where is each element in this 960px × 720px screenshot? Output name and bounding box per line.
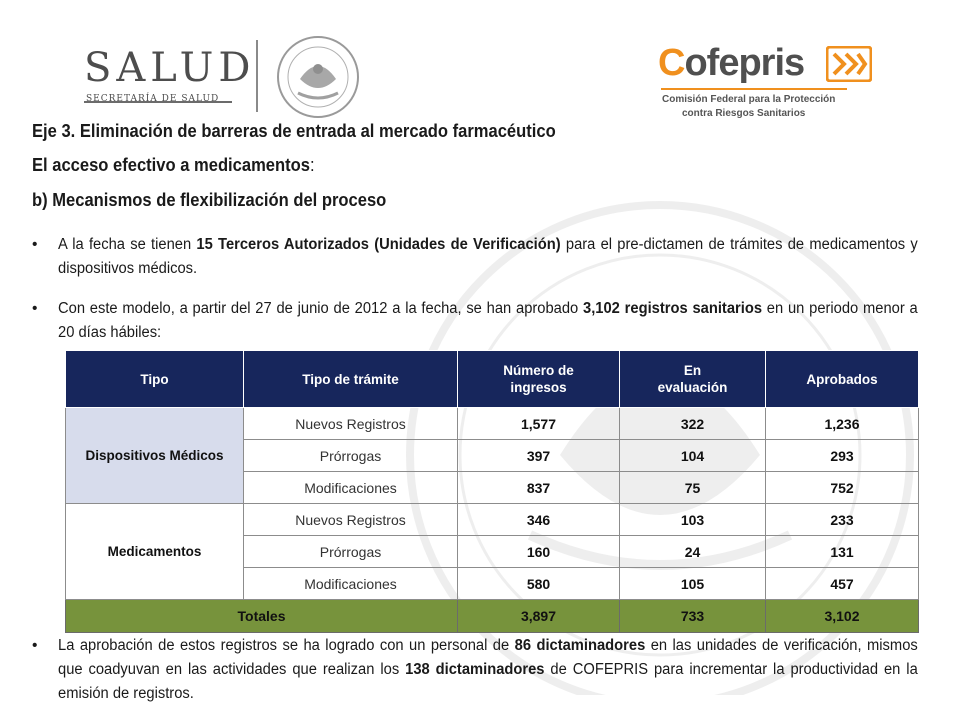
cell-tramite: Nuevos Registros bbox=[244, 408, 458, 440]
bullet-bold: 15 Terceros Autorizados (Unidades de Verificación) bbox=[196, 236, 561, 253]
bullet-text: en las unidades de verificación, mismos que coadyuvan en las actividades que realizan los bbox=[58, 637, 918, 678]
cell-evaluacion: 103 bbox=[620, 504, 766, 536]
col-header-evaluacion bbox=[620, 351, 766, 408]
logo-divider bbox=[256, 40, 258, 112]
national-seal-icon bbox=[272, 35, 364, 119]
bullet-text: Con este modelo, a partir del 27 de junio de 2012 a la fecha, se han aprobado bbox=[58, 300, 584, 317]
cofepris-tagline-1: Comisión Federal para la Protección bbox=[662, 94, 836, 105]
cofepris-tagline-2: contra Riesgos Sanitarios bbox=[682, 108, 806, 119]
cell-tramite: Modificaciones bbox=[244, 472, 458, 504]
heading-acceso-colon: : bbox=[309, 155, 315, 175]
heading-acceso bbox=[32, 155, 315, 176]
cell-aprobados: 752 bbox=[766, 472, 919, 504]
bullet-text: de COFEPRIS para incrementar la productividad en la emisión de registros. bbox=[58, 661, 918, 702]
bullet-bold: 86 dictaminadores bbox=[514, 637, 646, 654]
heading-acceso-bold: El acceso efectivo a medicamentos bbox=[32, 155, 310, 175]
cell-ingresos: 160 bbox=[458, 536, 620, 568]
bullet-bold: 3,102 registros sanitarios bbox=[583, 300, 763, 317]
col-header-aprobados: Aprobados bbox=[766, 351, 919, 408]
cell-aprobados: 131 bbox=[766, 536, 919, 568]
salud-logo-subtitle: SECRETARÍA DE SALUD bbox=[86, 94, 220, 104]
heading-mecanismos: b) Mecanismos de flexibilización del proceso bbox=[32, 190, 387, 210]
totals-evaluacion: 733 bbox=[620, 600, 766, 633]
salud-logo-name: SALUD bbox=[84, 45, 256, 91]
bullet-text: para el pre-dictamen de trámites de medicamentos y dispositivos médicos. bbox=[58, 236, 918, 277]
group-medicamentos: Medicamentos bbox=[66, 504, 244, 600]
cell-evaluacion: 105 bbox=[620, 568, 766, 600]
totals-ingresos: 3,897 bbox=[458, 600, 620, 633]
bullet-text: en un periodo menor a 20 días hábiles: bbox=[58, 300, 918, 341]
bullet-text: La aprobación de estos registros se ha logrado con un personal de bbox=[58, 637, 515, 654]
cofepris-rule bbox=[661, 88, 847, 90]
cell-evaluacion: 75 bbox=[620, 472, 766, 504]
cell-ingresos: 837 bbox=[458, 472, 620, 504]
table-row bbox=[66, 504, 919, 536]
cell-tramite: Modificaciones bbox=[244, 568, 458, 600]
cell-tramite: Prórrogas bbox=[244, 440, 458, 472]
cell-aprobados: 233 bbox=[766, 504, 919, 536]
cell-ingresos: 346 bbox=[458, 504, 620, 536]
col-header-tramite: Tipo de trámite bbox=[244, 351, 458, 408]
col-header-ingresos bbox=[458, 351, 620, 408]
totals-label: Totales bbox=[66, 600, 458, 633]
cell-tramite: Prórrogas bbox=[244, 536, 458, 568]
cell-evaluacion: 322 bbox=[620, 408, 766, 440]
cell-aprobados: 1,236 bbox=[766, 408, 919, 440]
cell-evaluacion: 104 bbox=[620, 440, 766, 472]
group-dispositivos: Dispositivos Médicos bbox=[66, 408, 244, 504]
bullet-dictaminadores bbox=[32, 634, 938, 710]
col-header-ingresos-text: Número de ingresos bbox=[503, 363, 574, 395]
col-header-tipo: Tipo bbox=[66, 351, 244, 408]
bullet-dot-icon: • bbox=[32, 637, 38, 654]
cofepris-logo bbox=[658, 42, 888, 132]
cofepris-arrows-icon bbox=[826, 46, 872, 82]
col-header-evaluacion-text: En evaluación bbox=[657, 363, 728, 395]
bullet-modelo bbox=[32, 297, 938, 347]
registros-table bbox=[65, 350, 919, 633]
bullet-bold: 138 dictaminadores bbox=[405, 661, 545, 678]
table-row bbox=[66, 408, 919, 440]
cofepris-brand-initial: C bbox=[658, 42, 685, 84]
salud-logo bbox=[84, 45, 256, 110]
cell-evaluacion: 24 bbox=[620, 536, 766, 568]
cell-ingresos: 1,577 bbox=[458, 408, 620, 440]
heading-eje: Eje 3. Eliminación de barreras de entrada al mercado farmacéutico bbox=[32, 121, 556, 141]
totals-aprobados: 3,102 bbox=[766, 600, 919, 633]
table-header-row bbox=[66, 351, 919, 408]
cofepris-brand: Cofepris bbox=[658, 42, 805, 84]
cell-aprobados: 457 bbox=[766, 568, 919, 600]
bullet-dot-icon: • bbox=[32, 236, 38, 253]
cell-ingresos: 580 bbox=[458, 568, 620, 600]
bullet-text: A la fecha se tienen bbox=[58, 236, 197, 253]
bullet-dot-icon: • bbox=[32, 300, 38, 317]
bullet-terceros bbox=[32, 233, 938, 283]
cell-tramite: Nuevos Registros bbox=[244, 504, 458, 536]
totals-row bbox=[66, 600, 919, 633]
cell-aprobados: 293 bbox=[766, 440, 919, 472]
cell-ingresos: 397 bbox=[458, 440, 620, 472]
